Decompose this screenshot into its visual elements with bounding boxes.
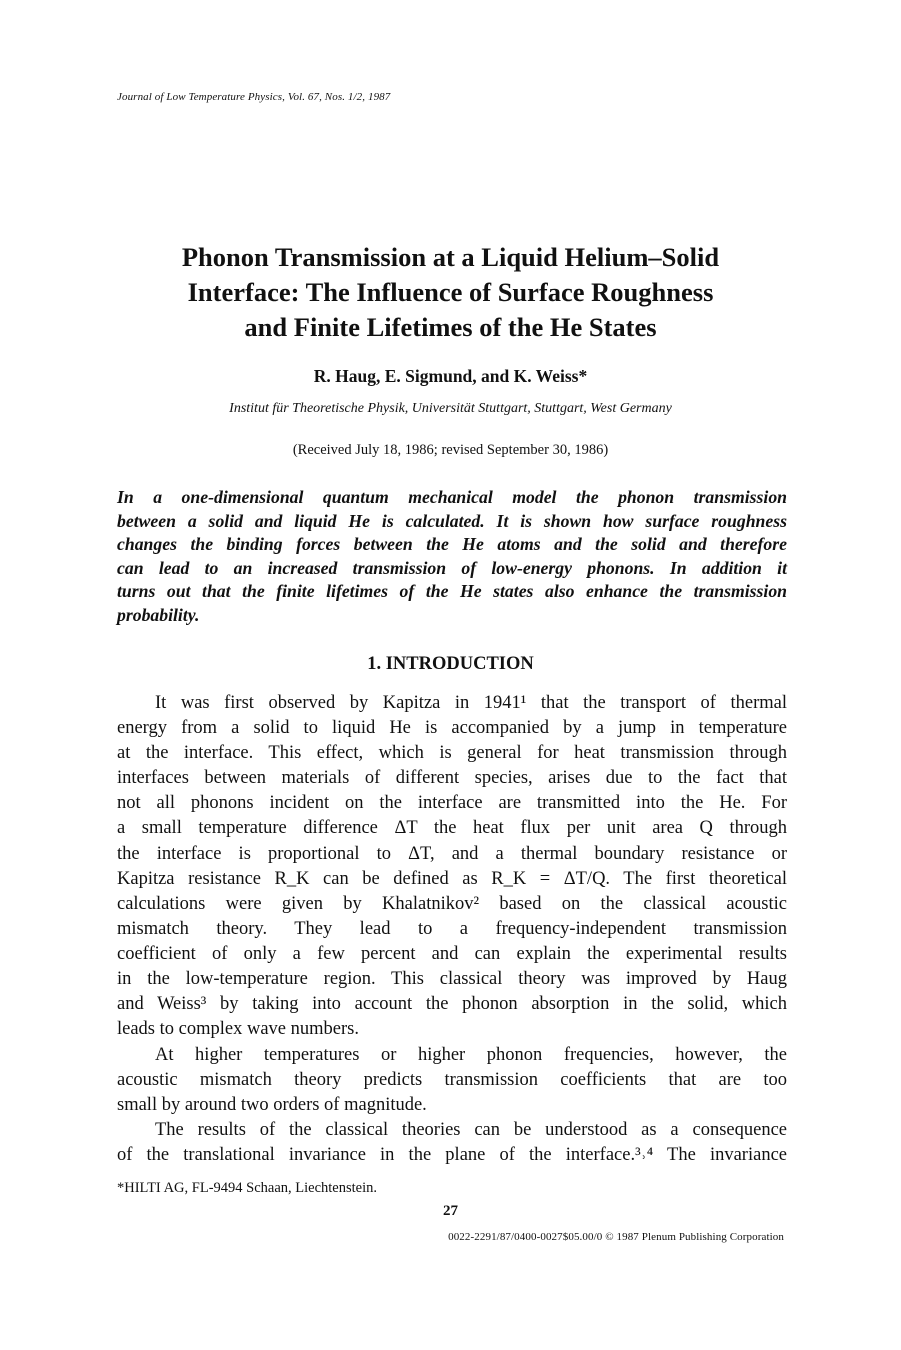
page-number: 27 (443, 1203, 458, 1219)
affiliation: Institut für Theoretische Physik, Universität Stuttgart, Stuttgart, West Germany (229, 401, 672, 416)
body-line: not all phonons incident on the interface are transmitted into the He. For (117, 793, 787, 814)
body-line: energy from a solid to liquid He is accompanied by a jump in temperature (117, 718, 787, 739)
body-line: Kapitza resistance R_K can be defined as R_K = ΔT/Q. The first theoretical (117, 868, 787, 889)
body-line: the interface is proportional to ΔT, and a thermal boundary resistance or (117, 843, 787, 864)
body-line: in the low-temperature region. This classical theory was improved by Haug (117, 969, 787, 990)
introduction-paragraph-3 (117, 1118, 787, 1168)
author-list: R. Haug, E. Sigmund, and K. Weiss* (313, 366, 588, 386)
copyright-line: 0022-2291/87/0400-0027$05.00/0 © 1987 Plenum Publishing Corporation (448, 1231, 784, 1243)
body-line: small by around two orders of magnitude. (117, 1095, 427, 1116)
title-line: Interface: The Influence of Surface Roughness (187, 277, 714, 307)
title-line: Phonon Transmission at a Liquid Helium–Solid (181, 242, 720, 272)
body-line: coefficient of only a few percent and can explain the experimental results (117, 943, 787, 964)
body-line: The results of the classical theories can be understood as a consequence (155, 1120, 787, 1140)
abstract-line: changes the binding forces between the He atoms and the solid and therefore (117, 534, 787, 554)
introduction-paragraph-1 (117, 691, 787, 1042)
section-heading-introduction: 1. INTRODUCTION (367, 654, 534, 674)
introduction-paragraph-2 (117, 1043, 787, 1118)
body-line: and Weiss³ by taking into account the phonon absorption in the solid, which (117, 994, 787, 1015)
journal-citation: Journal of Low Temperature Physics, Vol. 67, Nos. 1/2, 1987 (117, 91, 391, 103)
paper-title (100, 240, 801, 345)
abstract-line: probability. (117, 604, 200, 625)
abstract-line: turns out that the finite lifetimes of the He states also enhance the transmission (117, 581, 787, 601)
body-line: At higher temperatures or higher phonon frequencies, however, the (155, 1045, 787, 1065)
abstract-line: In a one-dimensional quantum mechanical model the phonon transmission (117, 487, 787, 507)
abstract-line: between a solid and liquid He is calculated. It is shown how surface roughness (117, 510, 787, 531)
title-line: and Finite Lifetimes of the He States (244, 312, 657, 342)
body-line: at the interface. This effect, which is general for heat transmission through (117, 743, 787, 764)
author-footnote: *HILTI AG, FL-9494 Schaan, Liechtenstein. (117, 1180, 378, 1196)
body-line: of the translational invariance in the plane of the interface.³˒⁴ The invariance (117, 1145, 787, 1166)
received-dates: (Received July 18, 1986; revised September 30, 1986) (292, 442, 609, 458)
abstract (117, 486, 787, 627)
body-line: leads to complex wave numbers. (117, 1019, 359, 1040)
body-line: a small temperature difference ΔT the heat flux per unit area Q through (117, 818, 787, 839)
body-line: calculations were given by Khalatnikov² based on the classical acoustic (117, 893, 787, 914)
body-line: mismatch theory. They lead to a frequency-independent transmission (117, 918, 787, 939)
body-line: It was first observed by Kapitza in 1941¹ that the transport of thermal (155, 693, 787, 713)
body-line: interfaces between materials of different species, arises due to the fact that (117, 768, 787, 789)
abstract-line: can lead to an increased transmission of low-energy phonons. In addition it (117, 557, 787, 578)
body-line: acoustic mismatch theory predicts transmission coefficients that are too (117, 1070, 787, 1091)
